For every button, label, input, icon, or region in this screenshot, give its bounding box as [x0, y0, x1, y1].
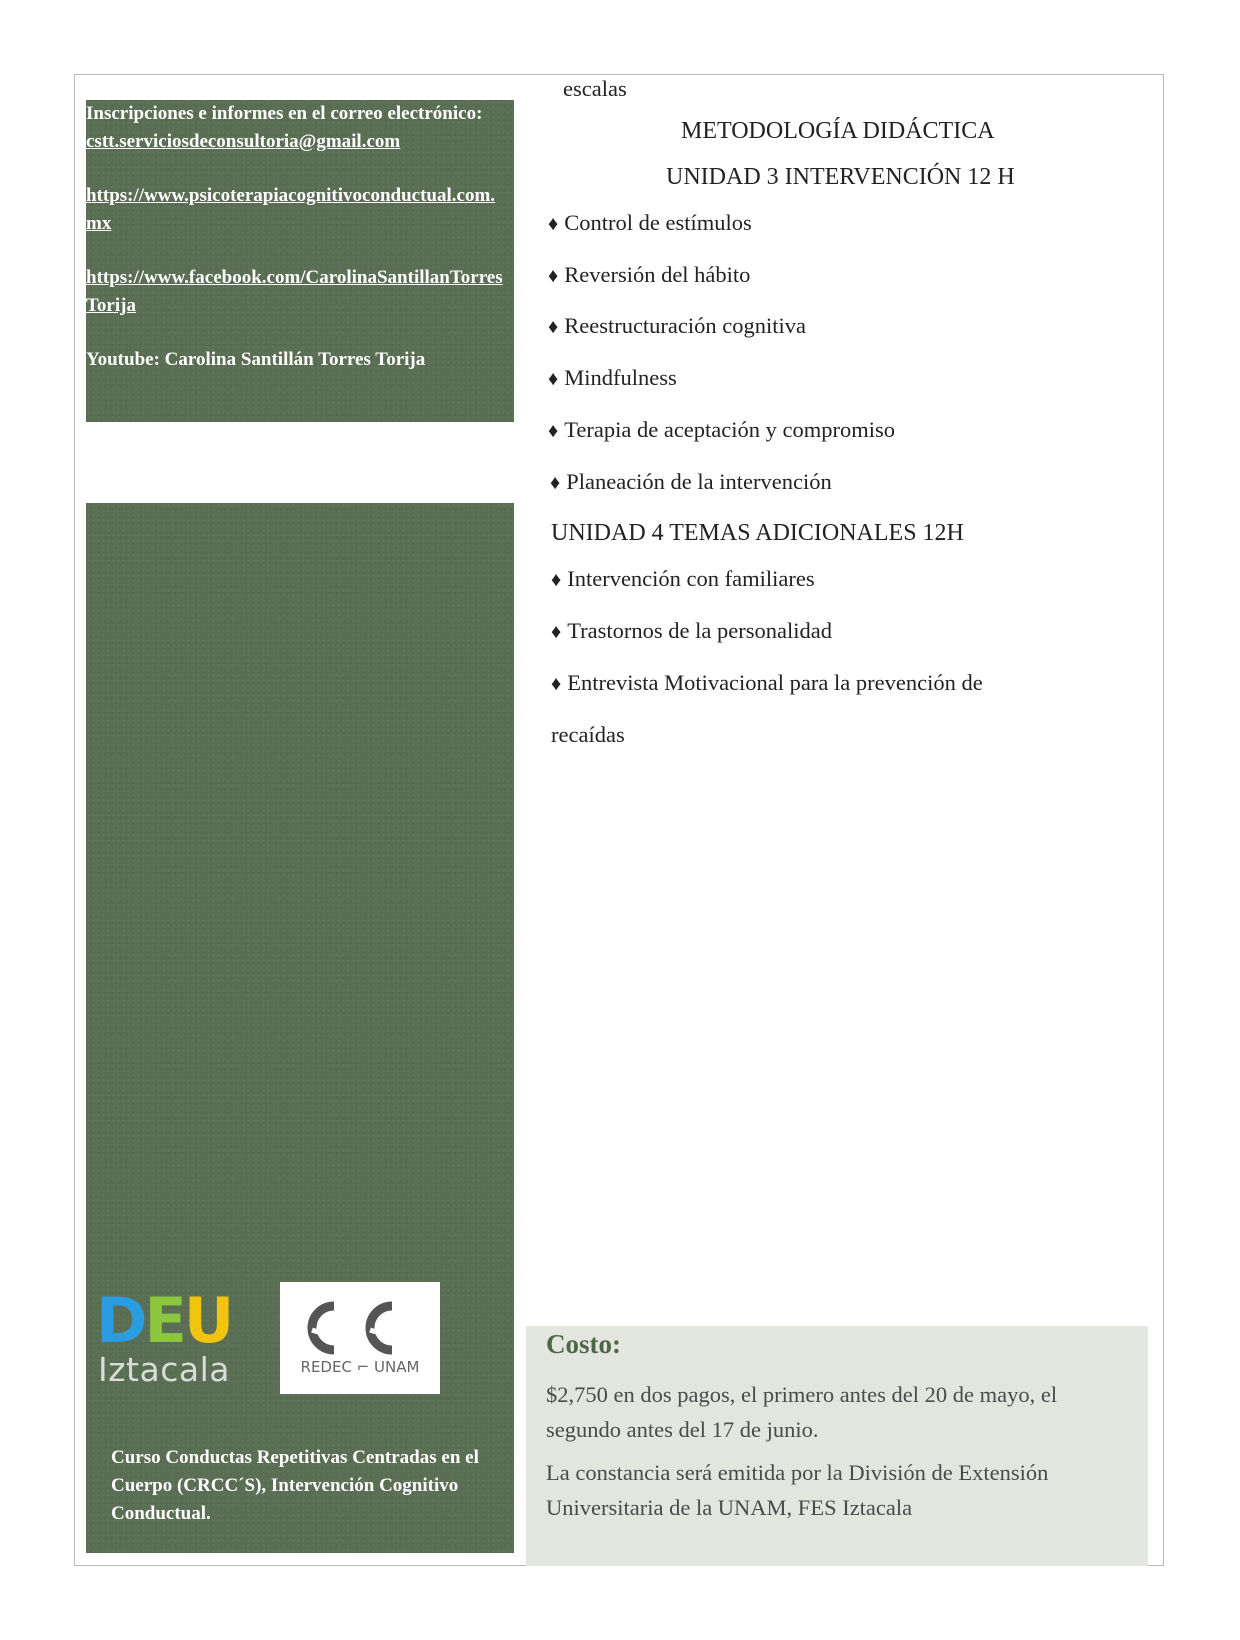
facebook-link[interactable]: https://www.facebook.com/CarolinaSantillanTorresTorija — [86, 267, 503, 316]
course-panel — [86, 503, 514, 1553]
cost-certificate: La constancia será emitida por la División de Extensión Universitaria de la UNAM, FES Iztacala — [546, 1460, 1049, 1520]
top-word: escalas — [563, 76, 627, 101]
diamond-bullet-icon: ♦ — [548, 420, 559, 442]
unit3-item — [548, 210, 752, 236]
contact-block — [86, 100, 506, 155]
diamond-bullet-icon: ♦ — [548, 213, 559, 235]
unit3-item-label: Reversión del hábito — [564, 262, 751, 287]
unit3-item-label: Terapia de aceptación y compromiso — [564, 417, 896, 442]
diamond-bullet-icon: ♦ — [551, 673, 562, 695]
cost-title: Costo: — [546, 1329, 621, 1359]
deu-subtitle: Iztacala — [98, 1350, 230, 1389]
deu-letters — [96, 1284, 232, 1357]
facebook-block — [86, 264, 506, 319]
unit3-item-label: Mindfulness — [564, 365, 677, 390]
diamond-bullet-icon: ♦ — [551, 621, 562, 643]
unit3-item — [550, 469, 832, 495]
diamond-bullet-icon: ♦ — [548, 265, 559, 287]
redec-emblem-icon — [304, 1300, 416, 1356]
website-block — [86, 182, 506, 237]
unit3-heading: UNIDAD 3 INTERVENCIÓN 12 H — [666, 164, 1015, 190]
unit3-item — [548, 262, 750, 288]
deu-letter-e: E — [144, 1284, 184, 1357]
unit4-heading: UNIDAD 4 TEMAS ADICIONALES 12H — [551, 520, 964, 546]
unit3-item — [548, 313, 806, 339]
youtube-block — [86, 346, 506, 374]
contact-intro: Inscripciones e informes en el correo electrónico: — [86, 103, 483, 124]
unit3-item-label: Reestructuración cognitiva — [564, 313, 807, 338]
email-link[interactable]: cstt.serviciosdeconsultoria@gmail.com — [86, 130, 401, 152]
unit4-item-label: Trastornos de la personalidad — [567, 618, 832, 643]
unit3-item-label: Planeación de la intervención — [566, 469, 832, 494]
deu-letter-d: D — [96, 1284, 145, 1357]
redec-label: REDEC ⌐ UNAM — [300, 1358, 420, 1376]
deu-iztacala-logo — [96, 1284, 236, 1390]
diamond-bullet-icon: ♦ — [550, 472, 561, 494]
diamond-bullet-icon: ♦ — [548, 316, 559, 338]
unit3-item-label: Control de estímulos — [564, 210, 752, 235]
unit3-item — [548, 417, 895, 443]
diamond-bullet-icon: ♦ — [548, 368, 559, 390]
unit4-item — [551, 670, 983, 696]
youtube-text: Youtube: Carolina Santillán Torres Torija — [86, 349, 426, 370]
redec-unam-logo — [280, 1282, 440, 1394]
contact-info — [86, 100, 506, 401]
method-heading: METODOLOGÍA DIDÁCTICA — [681, 118, 995, 144]
website-link[interactable]: https://www.psicoterapiacognitivoconductual.com.mx — [86, 185, 496, 234]
deu-letter-u: U — [183, 1284, 232, 1357]
diamond-bullet-icon: ♦ — [551, 569, 562, 591]
unit4-item-label: Entrevista Motivacional para la prevención de — [567, 670, 983, 695]
unit3-item — [548, 365, 677, 391]
unit4-item — [551, 618, 832, 644]
course-title: Curso Conductas Repetitivas Centradas en el Cuerpo (CRCC´S), Intervención Cognitivo Conductual. — [111, 1447, 479, 1524]
unit4-item-label: Intervención con familiares — [567, 566, 815, 591]
unit4-item-continuation: recaídas — [551, 722, 625, 747]
unit4-item — [551, 566, 815, 592]
cost-payment: $2,750 en dos pagos, el primero antes del 20 de mayo, el segundo antes del 17 de junio. — [546, 1382, 1058, 1442]
